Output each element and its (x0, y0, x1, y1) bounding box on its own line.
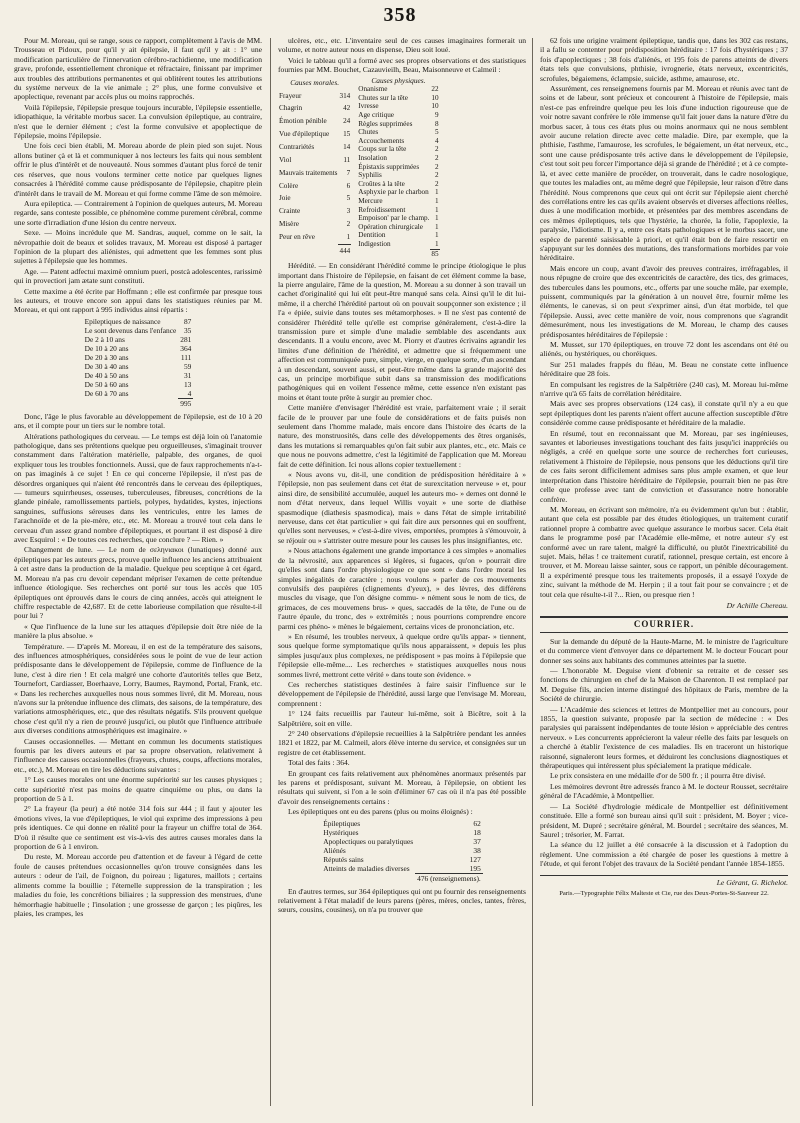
causes-tables (278, 77, 526, 258)
paragraph: Donc, l'âge le plus favorable au développement de l'épilepsie, est de 10 à 20 ans, et il compte pour un tiers sur le nombre total. (14, 411, 262, 431)
paragraph: Causes occasionnelles. — Mettant en commun les documents statistiques fournis par les divers auteurs et par sa propre observation, relativement à l'influence des causes occasionnelles (frayeurs, chutes, coups, affections morales, etc., etc.), M. Moreau en tire les déductions suivantes : (14, 736, 262, 774)
row-value: 59 (183, 361, 192, 371)
table-row (83, 335, 194, 344)
row-label: Ivresse (358, 102, 379, 111)
paragraph: Une fois ceci bien établi, M. Moreau aborde de plein pied son sujet. Nous allons butiner çà et là et communiquer à nos lecteurs les faits qui nous semblent offrir le plus d'intérêt et de nouveauté. Nous sommes d'autant plus forcé de tenir ces réserves, que nous voulons terminer cette notice par quelques lignes consacrées à l'hérédité comme cause prédisposante de l'épilepsie, chapitre plein d'intérêt dans le travail de M. Moreau et qui forme comme l'âme de son mémoire. (14, 141, 262, 198)
paragraph: Le prix consistera en une médaille d'or de 500 fr. ; il pourra être divisé. (550, 771, 766, 781)
row-value: 24 (343, 117, 351, 126)
table-row (357, 120, 439, 129)
row-value: 1 (435, 188, 439, 197)
total-value: 995 (180, 398, 192, 408)
row-label: Crainte (279, 207, 301, 216)
paragraph: Cette manière d'envisager l'hérédité est vraie, parfaitement vraie ; il serait facile de le prouver par une foule de considérations et de faits puisés non seulement dans l'homme malade, mais encore dans l'histoire des écarts de la nature, des monstruosités, dans celle des développements des êtres organisés, dans les mutations si remarquables qu'on fait subir aux plantes, etc., etc. Mais ce que nous ne pouvons admettre, c'est la légitimité de l'application que M. Moreau fait de cette définition. Ici nous allons copier textuellement : (278, 403, 526, 469)
table-row (278, 205, 351, 218)
column-left (14, 36, 262, 1108)
row-label: Colère (279, 181, 299, 190)
total-value: 85 (431, 249, 439, 258)
row-value: 9 (435, 111, 439, 119)
row-value: 127 (469, 854, 481, 864)
row-label: Coups sur la tête (358, 145, 407, 154)
row-value: 10 (431, 102, 439, 111)
row-label: De 60 à 70 ans (84, 389, 129, 399)
table-row (357, 163, 439, 172)
row-value: 5 (435, 128, 439, 137)
row-value: 37 (473, 836, 481, 846)
paragraph: Altérations pathologiques du cerveau. — Le temps est déjà loin où l'anatomie pathologique, dans ses prétentions quelque peu orgueilleuses, s'imaginait trouver constamment dans l'altération matérielle, palpable, des organes, de quoi expliquer tous les troubles fonctionnels. Aussi, que de faux rapprochements n'a-t-on pas imaginés à ce sujet ! En ce qui concerne l'épilepsie, il n'est pas de désordres organiques qui n'aient été rencontrés dans le cerveau des épileptiques, — tumeurs squirrheuses, osseuses, tuberculeuses, fibreuses, concrétions de la glande pinéale, ramollissements partiels, polypes, hydatides, kystes, injections sanguines, suffusions séreuses dans les ventricules, entre les lames de l'arachnoïde et de la pie-mère, etc., etc. M. Moreau a trouvé tout cela dans le cerveau d'un assez grand nombre d'épileptiques, et pourtant il est disposé à dire avec Esquirol : « De toutes ces recherches, que conclure ? — Rien. » (14, 431, 262, 545)
row-label: Indigestion (358, 240, 391, 249)
row-label: Asphyxie par le charbon (358, 188, 429, 197)
table-row (321, 846, 483, 855)
row-label: Règles supprimées (358, 119, 413, 128)
row-value: 4 (187, 388, 192, 398)
column-rule (532, 38, 533, 1106)
paragraph: » Nous attachons également une grande importance à ces simples » anomalies de la névrosité, aux apparences si légères, si fugaces, qu'on » pourrait dire qu'elles sont dans l'ordre physiologique ce que sont » dans l'ordre moral les simples inégalités de caractère ; nous voulons » parler de ces mouvements convulsifs des paupières (clignements d'yeux), » des lèvres, des différens muscles du visage, que l'on désigne commu- » nément sous le nom de tics, de grimaces, de ces mouvemens brus- » ques, saccadés de la tête, de l'une ou de l'autre épaule, du tronc, des » extrémités ; nous pourrions comprendre encore parmi ces phéno- » mènes le bégaiement, certains vices de prononciation, etc. (278, 546, 526, 631)
paragraph: M. Moreau, en écrivant son mémoire, n'a eu évidemment qu'un but : établir, autant que cela est possible par des études étiologiques, un traitement curatif rationnel propre à combattre avec quelque assurance le morbus sacer. Cela était dans le programme posé par l'Académie elle-même, et notre auteur s'y est conformé avec un rare talent, malgré la difficulté, ou plutôt l'inextricabilité du sujet. Mais, hélas ! ce traitement curatif, rationnel, presque certain, est encore à trouver, et M. Moreau laisse sainter, sous ce rapport, un pénible découragement. Il a expérimenté presque tous les traitements proposés, il a essayé l'oxyde de zinc, suivant la méthode de M. Herpin ; il a tout fait pour se convaincre ; et de tout cela que résulte-t-il ?... Rien, ou presque rien ! (540, 504, 788, 599)
row-value: 8 (435, 119, 439, 128)
row-value: 1 (435, 205, 439, 214)
table-row (278, 89, 351, 102)
row-label: Contrariétés (279, 142, 315, 151)
row-value: 1 (346, 233, 351, 241)
paragraph: 1° Les causes morales ont une énorme supériorité sur les causes physiques ; cette supériorité n'est pas moins de quatre cinquième ou plus, ou dans la proportion de 5 à 1. (14, 775, 262, 804)
row-label: Epileptiques de naissance (84, 316, 161, 326)
row-value: 42 (343, 104, 351, 113)
row-value: 35 (183, 325, 192, 335)
table-row (321, 828, 483, 837)
row-value: 62 (473, 818, 481, 828)
paragraph: Température. — D'après M. Moreau, il en est de la température des saisons, des influences atmosphériques, considérées sous le point de vue de leur action prédisposante dans le développement de l'épilepsie, comme de l'influence de la lune, c'est à dire rien ! Et cela malgré une cohorte d'autorités telles que Betz, Tournefort, Cardiasser, Boerhaave, Lorry, Baumes, Raymond, Portal, Frank, etc. « Dans les recherches auxquelles nous nous sommes livré, dit M. Moreau, nous n'avons sur la prétendue influence des climats, des saisons, de la température, des variations atmosphériques, etc., que des résultats négatifs. S'ils prouvent quelque chose c'est qu'il n'y a rien de prouvé jusqu'ici, ou plutôt que l'influence attribuée aux diverses conditions atmosphériques est imaginaire. » (14, 641, 262, 736)
paragraph: Les épileptiques ont eu des parens (plus ou moins éloignés) : (288, 807, 473, 817)
row-value: 314 (339, 91, 351, 100)
row-value: 111 (180, 352, 192, 362)
table-row (357, 85, 439, 94)
author-signature: Dr Achille Chereau. (726, 600, 788, 610)
total-value: 476 (renseignemens). (417, 873, 481, 883)
row-label: Mauvais traitements (279, 168, 338, 177)
paragraph: 1° 124 faits recueillis par l'auteur lui-même, soit à Bicêtre, soit à la Salpêtrière, soit en ville. (278, 709, 526, 728)
row-label: Refroidissement (358, 205, 406, 214)
row-value: 4 (435, 136, 439, 145)
table-row (278, 154, 351, 167)
row-label: Apoplectiques ou paralytiques (323, 836, 414, 846)
table-row (278, 179, 351, 192)
table-row (357, 145, 439, 154)
paragraph: Total des faits : 364. (288, 758, 350, 768)
table-row (357, 154, 439, 163)
table-row (357, 111, 439, 120)
row-value: 2 (435, 171, 439, 180)
paragraph: En groupant ces faits relativement aux phénomènes anormaux présentés par les parens et prédisposant, suivant M. Moreau, à l'épilepsie, on obtient les résultats qui suivent, si l'on a le soin d'éliminer 67 cas où il n'a pas été possible d'avoir des renseignements certains : (278, 768, 526, 806)
paragraph: M. Musset, sur 170 épileptiques, en trouve 72 dont les ascendans ont été ou aliénés, ou hystériques, ou choréiques. (540, 340, 788, 359)
table-row (357, 94, 439, 103)
table-row (83, 326, 194, 335)
row-label: Empoison' par le champ. (358, 214, 430, 223)
paragraph: 2° 240 observations d'épilepsie recueillies à la Salpêtrière pendant les années 1821 et 1822, par M. Calmeil, alors élève interne du service, et consignées sur un registre de cet établissement. (278, 729, 526, 757)
row-label: Accouchements (358, 136, 405, 145)
table-total (278, 244, 351, 258)
row-value: 1 (435, 222, 439, 231)
table-row (321, 855, 483, 864)
paragraph: » En résumé, les troubles nerveux, à quelque ordre qu'ils appar- » tiennent, sous quelque forme symptomatique qu'ils nous apparaissent, » depuis les plus simples jusqu'aux plus complexes, ne prédisposent » pas moins à l'épilepsie que l'épilepsie elle-même.... Les recherches » statistiques auxquelles nous nous sommes livré, mettront cette vérité » dans toute son évidence. » (278, 631, 526, 679)
row-label: Chutes sur la tête (358, 93, 408, 102)
row-label: Syphilis (358, 171, 382, 180)
table-row (278, 102, 351, 115)
row-value: 6 (346, 181, 351, 190)
table-row (83, 380, 194, 389)
table-row (357, 223, 439, 232)
table-row (278, 141, 351, 154)
row-label: Aliénés (323, 845, 346, 855)
row-label: Atteints de maladies diverses (323, 863, 410, 873)
total-value: 444 (338, 244, 351, 258)
row-label: Épileptiques (323, 818, 361, 828)
row-label: Réputés sains (323, 854, 364, 864)
row-label: Joie (279, 194, 291, 203)
table-row (321, 837, 483, 846)
row-value: 14 (343, 142, 351, 151)
paragraph: Les mémoires devront être adressés franco à M. le docteur Rousset, secrétaire général de l'Académie, à Montpellier. (540, 781, 788, 801)
row-value: 2 (346, 220, 351, 229)
paragraph: « Que l'influence de la lune sur les attaques d'épilepsie doit être niée de la manière la plus absolue. » (14, 621, 262, 641)
age-table (83, 317, 194, 408)
table-heading: Causes physiques. (371, 75, 426, 85)
paragraph: Voilà l'épilepsie, l'épilepsie presque toujours incurable, l'épilepsie essentielle, idiopathique, la véritable morbus sacer. La convulsion épileptique, au contraire, n'est que le dernier élément ; c'est la forme convulsive et apoplectique de l'épilepsie, moins l'épilepsie. (14, 102, 262, 141)
row-label: De 50 à 60 ans (84, 379, 129, 389)
row-label: Age critique (358, 111, 394, 119)
row-value: 15 (343, 130, 351, 139)
paragraph: Assurément, ces renseignemens fournis par M. Moreau et réunis avec tant de soins et de labeur, sont précieux et concourent à l'histoire de l'épilepsie, mais n'est-ce pas enfreindre quelque peu les lois d'une induction rigoureuse que de voir notre savant confrère le rôle immense qu'il fait jouer dans la nature d'être du morbus sacer, à tous ces états plus ou moins anormaux qui ne nous semblent avoir aucune relation directe avec cette maladie. Dire, par exemple, que la phthisie, l'asthme, l'amaurose, les scrofules, le bégaiement, un état nerveux, etc., sont une cause prédisposante très active dans le développement de l'épilepsie, c'est tout soit peu forcer l'importance déjà si grande de l'hérédité ; et à ce compte-là, et avec cette manière de procéder, on trouverait, dans le cadre nosologique, que toutes les maladies ont, au même degré que l'épilepsie, leur raison d'être dans l'hérédité. Nous comprenons que ceux qui ont écrit sur l'épilepsie aient cherché des corrélations entre les cas qu'ils avaient observés et diverses affections réelles, dues à une modification morbide, et présentées par des membres ascendans de ces mêmes épileptiques, tels que l'hystérie, la chorée, la folie, l'apoplexie, la paralysie, l'idiotisme. Il y a, entre ces états pathologiques et le morbus sacer, une espèce de parenté saisissable à priori, et qu'il était bon de faire ressortir en s'appuyant sur les données des mutations, des transformations morbides par voie héréditaire. (540, 84, 788, 263)
row-label: Opération chirurgicale (358, 222, 423, 231)
table-row (278, 167, 351, 180)
table-total (357, 249, 439, 258)
row-label: De 10 à 20 ans (84, 343, 129, 353)
row-label: Chagrin (279, 104, 303, 113)
row-value: 1 (435, 239, 439, 248)
section-title: COURRIER. (540, 616, 788, 632)
row-label: Hystériques (323, 827, 359, 837)
table-row (278, 192, 351, 205)
table-row (357, 180, 439, 189)
row-value: 13 (183, 379, 192, 389)
paragraph: Mais encore un coup, avant d'avoir des preuves contraires, irréfragables, il nous répugne de croire que des excentricités de caractère, des tics, des grimaces, des tubercules dans les poumons, etc., offerts par une souche mâle, par exemple, puissent, communiqués par la génération à un nouvel être, fournir même les éléments, le canevas, si on peut s'exprimer ainsi, d'un état morbide, tel que l'épilepsie. Aussi, avec cette manière de voir, nous comprenons que s'agrandit démesurément, nous les investigations de M. Moreau, le champ des causes prédisposantes héréditaires de l'épilepsie : (540, 263, 788, 339)
row-label: Onanisme (358, 85, 388, 94)
paragraph: — L'Académie des sciences et lettres de Montpellier met au concours, pour 1855, la question suivante, proposée par la section de médecine : « Des paralysies qui paraissent indépendantes de toute lésion » appréciable des centres nerveux. » Les concurrents apprécieront la valeur réelle des faits par lesquels on a cherché à établir l'existence de ces maladies. Ils en traceront un historique raisonné, signaleront leurs formes, et déduiront les conclusions diagnostiques et thérapeutiques qui intéressent plus spécialement la pratique médicale. (540, 704, 788, 771)
table-row (357, 231, 439, 240)
causes-physiques-table (357, 77, 439, 258)
paragraph: Ces recherches statistiques destinées à faire saisir l'influence sur le développement de l'épilepsie de l'hérédité, aussi large que l'envisage M. Moreau, comprennent : (278, 679, 526, 708)
row-value: 281 (180, 334, 192, 344)
paragraph: La séance du 12 juillet a été consacrée à la discussion et à l'adoption du règlement. Une commission a été chargée de poser les questions à mettre à l'étude, et qui feront l'objet des travaux de la Société pendant l'année 1854-1855. (540, 840, 788, 869)
paragraph: Sur 251 malades frappés du fléau, M. Beau ne constate cette influence héréditaire que 28 fois. (540, 359, 788, 379)
column-right (540, 36, 788, 1108)
paragraph: Changement de lune. — Le nom de σεληνιακοι (lunatiques) donné aux épileptiques par les auteurs grecs, prouve quelle influence les anciens attribuaient à cet astre dans la production de la maladie. Quelque peu sceptique à cet égard, M. Moreau n'a pas cru devoir cependant mépriser l'examen de cette prétendue influence étiologique. Ses recherches ont porté sur tous les accès que 105 épileptiques ont éprouvés dans le cours de cinq années, accès qui atteignent le chiffre respectable de 42,687. Et de cette laborieuse compilation que résulte-t-il pour lui ? (14, 545, 262, 621)
row-label: Le sont devenus dans l'enfance (84, 325, 177, 335)
table-row (278, 115, 351, 128)
paragraph: 2° La frayeur (la peur) a été notée 314 fois sur 444 ; il faut y ajouter les émotions vives, la vue d'épileptiques, le viol qui exprime des impressions à peu près identiques. Ce qui donne en réalité pour la frayeur un chiffre total de 364. D'où il résulte que ce sentiment est vis-à-vis des autres causes morales dans la proportion de 6 à 1 environ. (14, 804, 262, 852)
paragraph: Hérédité. — En considérant l'hérédité comme le principe étiologique le plus important dans l'histoire de l'épilepsie, en faisant de cet élément comme la base, la pierre angulaire, l'âme de la question, M. Moreau a su donner à son travail un cachet d'originalité qui lui eût peut-être manqué sans cela. Ainsi qu'il le dit lui-même, il a cherché l'hérédité partout où on pouvait soupçonner son existence ; il l'a « épiée, suivie dans toutes ses métamorphoses. » Il ne s'est pas contenté de considérer l'hérédité telle qu'elle est comprise généralement, c'est-à-dire la transmission pure et simple d'une maladie semblable des ascendants aux descendants. Il a voulu encore, avec M. Piorry et d'autres écrivains agrandir les limites d'une définition de l'hérédité, et admettre que si fréquemment une affection est communiquée pure, simple, vierge, en quelque sorte, d'un ascendant à un descendant, souvent aussi, et peut-être même dans la grande majorité des cas, un principe morbifique subit dans sa transmission des modifications pathogéniques qui en voilent l'essence même, cette essence n'en existant pas moins et étant toute prête à surgir au premier choc. (278, 261, 526, 402)
table-row (357, 102, 439, 111)
table-heading: Causes morales. (290, 77, 340, 87)
row-value: 18 (473, 827, 481, 837)
row-label: Vue d'épileptique (279, 130, 330, 139)
paragraph: — L'honorable M. Deguise vient d'obtenir sa retraite et de cesser ses fonctions de chirurgien en chef de la Maison de Charenton. Il est remplacé par M. Deguise fils, ancien interne distingué des hôpitaux de Paris, membre de la Société de chirurgie. (540, 666, 788, 704)
row-label: Viol (279, 155, 292, 164)
row-label: De 20 à 30 ans (84, 352, 129, 362)
row-label: De 30 à 40 ans (84, 361, 129, 371)
paragraph: ulcères, etc., etc. L'inventaire seul de ces causes imaginaires formerait un volume, et notre auteur nous en dispense, Dieu soit loué. (278, 36, 526, 55)
paragraph: Voici le tableau qu'il a formé avec ses propres observations et des statistiques fournies par MM. Bouchet, Cazauvieilh, Beau, Maisonneuve et Calmeil : (278, 55, 526, 75)
paragraph: Sexe. — Moins incrédule que M. Sandras, auquel, comme on le sait, la névropathie doit de beaux et solides travaux, M. Moreau est disposé à partager l'opinion de la plupart des aliénistes, qui admettent que les femmes sont plus sujettes à l'épilepsie que les hommes. (14, 228, 262, 266)
paragraph: En résumé, tout en reconnaissant que M. Moreau, par ses ingénieuses, savantes et laborieuses investigations touchant des faits jusqu'ici inappréciés ou négligés, a créé en quelque sorte une source de recherches fort curieuses, relativement à l'histoire de l'épilepsie, nous pensons que les déductions qu'il tire de ces faits seront difficilement admises sans plus ample examen, et que leur interprétation dans l'histoire héréditaire de l'épilepsie, pourrait bien ne pas être celle que professe avec tant de conviction et d'assurance notre honorable confrère. (540, 428, 788, 504)
row-label: Croûtes à la tête (358, 179, 405, 188)
row-label: Mercure (358, 196, 383, 205)
paragraph: Du reste, M. Moreau accorde peu d'attention et de faveur à l'égard de cette foule de causes prétendues occasionnelles qu'on trouve consignées dans les auteurs : odeur de l'ail, de l'oignon, du poireau ; ligatures, maillots ; certains aliments comme la bouillie ; l'éternelle suppression de la transpiration ; les maladies du foie, les concrétions biliaires ; la suppression des menstrues, d'une hémorrhagie habituelle ; l'insolation ; une grossesse de garçon ; les piqûres, les plaies, les crampes, les (14, 852, 262, 918)
row-value: 364 (180, 343, 192, 353)
row-value: 3 (346, 207, 351, 216)
paragraph: Aura epileptica. — Contrairement à l'opinion de quelques auteurs, M. Moreau regarde, sans conteste possible, ce phénomène comme purement cérébral, comme une sorte d'irradiation d'une lésion du centre nerveux. (14, 198, 262, 227)
row-value: 87 (183, 316, 192, 326)
table-row (357, 206, 439, 215)
row-value: 2 (435, 162, 439, 171)
row-value: 2 (435, 145, 439, 154)
row-label: Insolation (358, 153, 388, 162)
row-value: 10 (431, 93, 439, 102)
table-row (83, 317, 194, 326)
table-row (357, 240, 439, 249)
row-value: 195 (469, 863, 481, 873)
row-label: Épistaxis supprimées (358, 162, 420, 171)
paragraph: — La Société d'hydrologie médicale de Montpellier est définitivement constituée. Elle a formé son bureau ainsi qu'il suit : président, M. Boyer ; vice-président, M. Dupré ; secrétaire général, M. Bourdel ; secrétaire des séances, M. Saurel ; trésorier, M. Farrat. (540, 801, 788, 839)
table-row (83, 353, 194, 362)
row-value: 7 (346, 168, 351, 177)
row-value: 1 (435, 231, 439, 240)
table-total (321, 873, 483, 883)
row-value: 1 (435, 214, 439, 223)
row-label: De 40 à 50 ans (84, 370, 129, 380)
gerant-line: Le Gérant, G. Richelot. (540, 875, 788, 887)
column-middle (278, 36, 526, 1108)
table-row (357, 171, 439, 180)
table-row (357, 214, 439, 223)
column-rule (270, 38, 271, 1106)
row-value: 11 (343, 155, 351, 164)
paragraph: Pour M. Moreau, qui se range, sous ce rapport, complètement à l'avis de MM. Trousseau et Pidoux, pour qu'il y ait épilepsie, il faut qu'il y ait : 1° une modification particulière de l'innervation cérébro-rachidienne, une modification grave, profonde, essentiellement chronique et réfractaire, finissant par imprimer aux troubles des attributions permanentes et qui oblitèrent toutes les attributions du système nerveux de la vie animale ; 2° plus, une forme convulsive et apoplectique, revenant par accès plus ou moins rapprochés. (14, 36, 262, 102)
table-total (83, 398, 194, 408)
causes-morales-table (278, 77, 351, 258)
paragraph: Cette maxime a été écrite par Hoffmann ; elle est confirmée par presque tous les auteurs, et trouve encore son appui dans les statistiques réunies par M. Moreau, et qui ont rapport à 995 individus ainsi répartis : (14, 286, 262, 315)
table-row (321, 864, 483, 874)
row-value: 5 (346, 194, 351, 203)
table-row (278, 128, 351, 141)
table-row (357, 137, 439, 146)
row-label: De 2 à 10 ans (84, 334, 125, 344)
page-number: 358 (383, 4, 417, 26)
row-value: 2 (435, 153, 439, 162)
paragraph: Sur la demande du député de la Haute-Marne, M. le ministre de l'agriculture et du commerce vient d'envoyer dans ce département M. le docteur Foucart pour donner ses soins aux habitants des communes atteintes par la suette. (540, 636, 788, 665)
paragraph: En d'autres termes, sur 364 épileptiques qui ont pu fournir des renseignements relativement à l'état maladif de leurs parens (pères, mères, oncles, tantes, frères, sœurs, cousins, cousines), on n'a pu trouver que (278, 886, 526, 915)
table-row (278, 231, 351, 245)
row-value: 1 (435, 196, 439, 205)
table-row (83, 344, 194, 353)
row-value: 31 (183, 370, 192, 380)
paragraph: Mais avec ses propres observations (124 cas), il constate qu'il n'y a eu que sept épileptiques dont les parents n'aient offert aucune affection susceptible d'être considérée comme cause prédisposante et héréditaire de la maladie. (540, 399, 788, 428)
printer-line: Paris.—Typographie Félix Malteste et Cie, rue des Deux-Portes-St-Sauveur 22. (559, 889, 769, 897)
table-row (321, 819, 483, 828)
paragraph: Age. — Patent adfectui maximè omnium pueri, postcà adolescentes, rarissimè qui in provectiori jam ætate sunt constituti. (14, 266, 262, 286)
paragraph: « Nous avons vu, dit-il, une condition de prédisposition héréditaire à » l'épilepsie, non pas seulement dans cet état de surexcitation nerveuse » et, pour ainsi dire, de sensibilité accumulée, auquel les auteurs mo- » dernes ont donné le nom d'état nerveux, dans lequel Willis voyait » une sorte de diathèse spasmodique (diathesis spasmodica), mais » dans l'état de simple irritabilité nerveuse, dans cet état particulier » qui fait dire aux personnes qui en souffrent, qu'elles sont nerveuses, » c'est-à-dire vives, emportées, promptes à s'émouvoir, à se réjouir ou » s'attrister outre mesure pour les causes les plus insignifiantes, etc. (278, 470, 526, 545)
paragraph: 62 fois une origine vraiment épileptique, tandis que, dans les 302 cas restans, il a fallu se contenter pour prédisposition héréditaire : 17 fois d'hystériques ; 37 fois d'apoplectiques ; 38 fois d'aliénés, et 195 fois de parens atteints de divers états tels que convulsions, phthisie, ivrognerie, états nerveux, excentricités, scrofules, bégaiemens, éclampsie, suicide, asthme, amaurose, etc. (540, 36, 788, 83)
row-label: Misère (279, 220, 299, 229)
row-value: 2 (435, 179, 439, 188)
table-row (278, 218, 351, 231)
row-label: Émotion pénible (279, 117, 327, 126)
table-row (83, 362, 194, 371)
row-value: 38 (473, 845, 481, 855)
paragraph: En compulsant les registres de la Salpêtrière (240 cas), M. Moreau lui-même n'arrive qu'à 65 faits de corrélation héréditaire. (540, 379, 788, 399)
table-row (357, 128, 439, 137)
table-row (83, 389, 194, 399)
parents-table (321, 819, 483, 883)
table-row (357, 188, 439, 197)
row-label: Frayeur (279, 91, 302, 100)
row-label: Dentition (358, 231, 386, 240)
row-value: 22 (431, 85, 439, 94)
table-row (83, 371, 194, 380)
row-label: Chutes (358, 128, 379, 137)
row-label: Peur en rêve (279, 233, 315, 242)
table-row (357, 197, 439, 206)
